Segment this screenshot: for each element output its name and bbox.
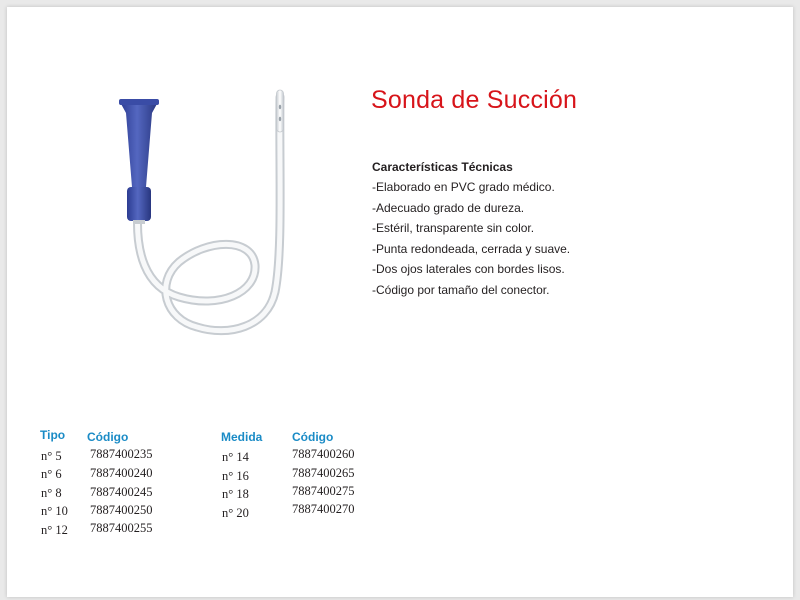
product-title: Sonda de Succión [371,86,578,114]
feature-item: -Código por tamaño del conector. [372,282,550,297]
code-column-header: Código [87,430,129,444]
code-cell: 7887400260 [292,447,355,461]
feature-item: -Dos ojos laterales con bordes lisos. [372,262,565,276]
size-cell: n° 18 [222,487,249,501]
features-heading: Características Técnicas [372,160,513,174]
size-column-header: Tipo [40,428,66,442]
code-table-left [40,428,210,548]
code-cell: 7887400240 [90,466,153,480]
feature-item: -Estéril, transparente sin color. [372,221,535,235]
size-column-header: Medida [221,430,263,444]
code-cell: 7887400235 [90,447,153,461]
size-cell: n° 8 [41,486,62,500]
size-cell: n° 10 [41,504,68,518]
suction-catheter-image [107,87,307,387]
size-cell: n° 6 [41,467,62,481]
feature-item: -Adecuado grado de dureza. [372,200,525,215]
code-cell: 7887400255 [90,521,153,535]
product-sheet [7,7,793,597]
feature-item: -Punta redondeada, cerrada y suave. [372,241,571,256]
code-cell: 7887400265 [292,466,355,480]
code-cell: 7887400270 [292,502,355,516]
size-cell: n° 16 [222,469,249,483]
technical-features [372,157,570,300]
code-cell: 7887400275 [292,484,355,498]
feature-item: -Elaborado en PVC grado médico. [372,180,555,194]
size-cell: n° 20 [222,506,249,520]
size-cell: n° 5 [41,449,62,463]
code-column-header: Código [292,430,334,444]
code-cell: 7887400250 [90,503,153,517]
size-cell: n° 14 [222,450,249,464]
code-cell: 7887400245 [90,485,153,499]
code-table-right [221,428,391,538]
size-cell: n° 12 [41,523,68,537]
